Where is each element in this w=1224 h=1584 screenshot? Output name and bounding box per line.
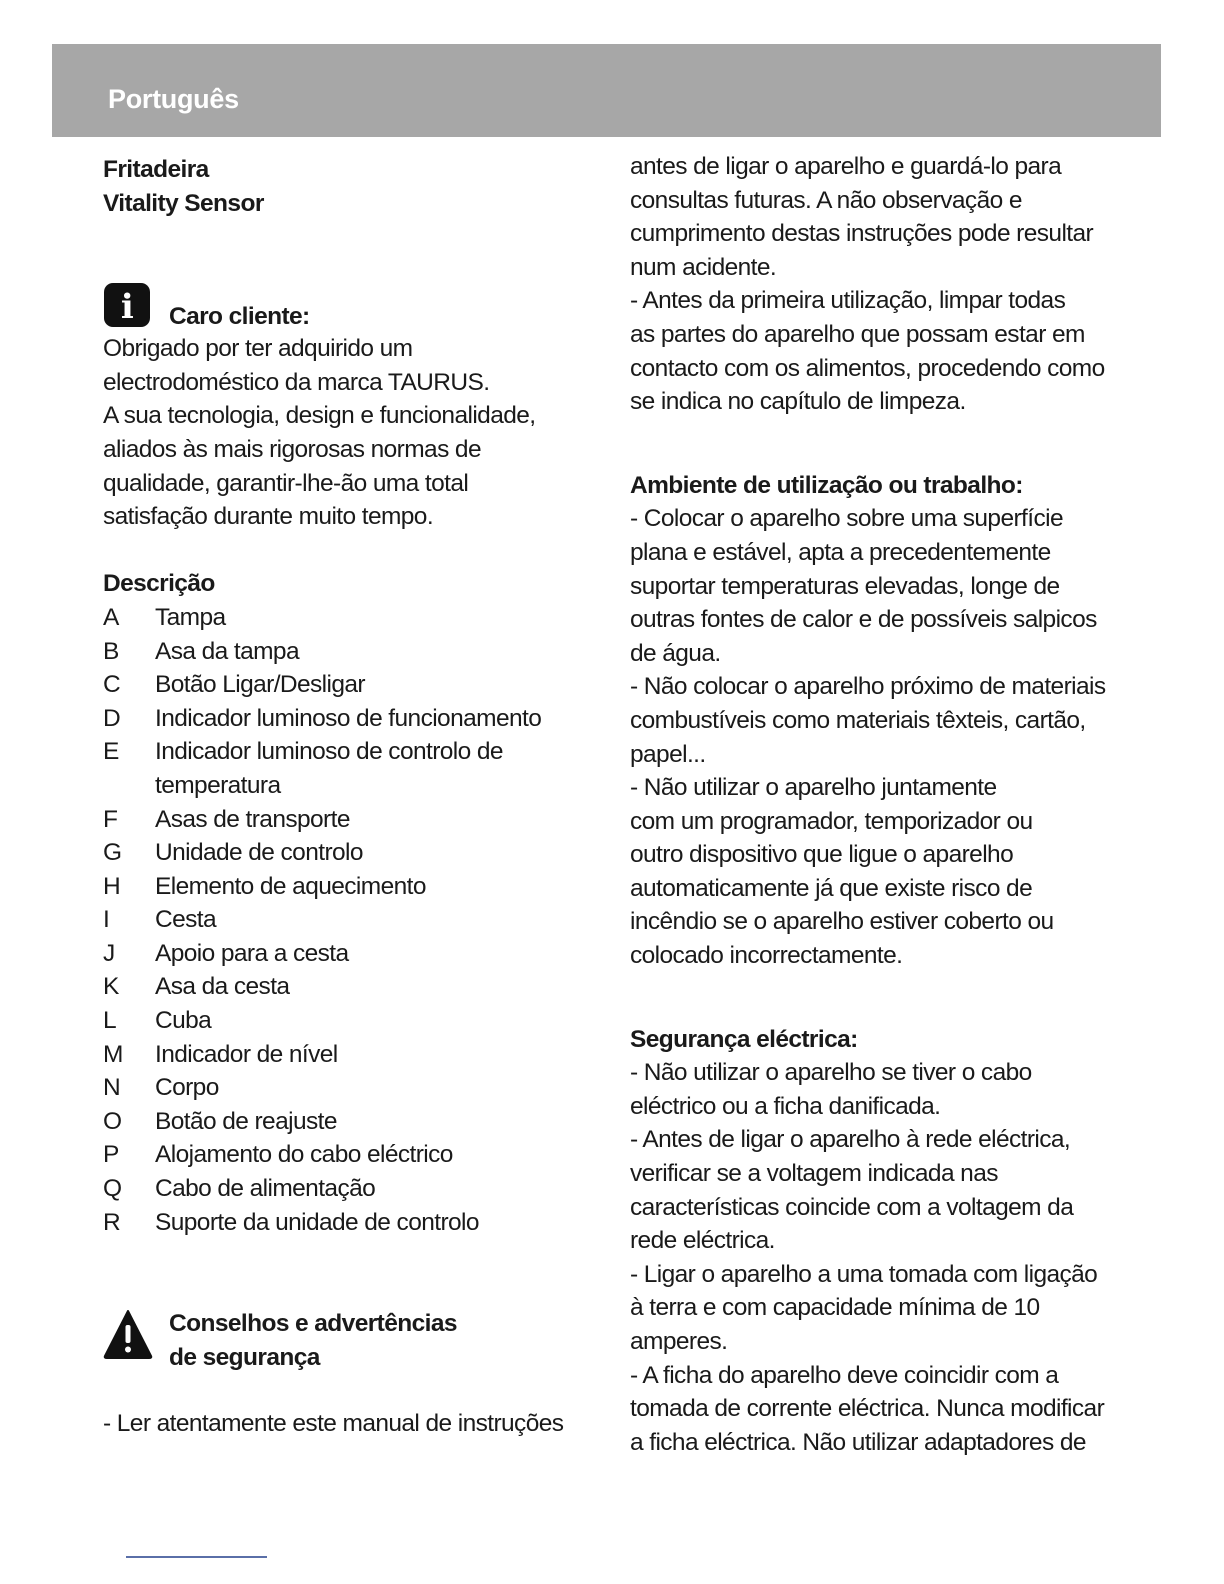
text-line: colocado incorrectamente. [630, 942, 903, 970]
intro-line: aliados às mais rigorosas normas de [103, 435, 481, 463]
item-label: Cuba [155, 1007, 212, 1035]
text-line: à terra e com capacidade mínima de 10 [630, 1294, 1040, 1322]
language-header [52, 44, 1161, 137]
text-line: - Não utilizar o aparelho juntamente [630, 774, 997, 802]
item-label: Cesta [155, 906, 217, 934]
spacer [103, 534, 583, 568]
intro-paragraph [103, 332, 583, 534]
safety-title-line: Conselhos e advertências [169, 1310, 457, 1338]
item-label: Apoio para a cesta [155, 939, 349, 967]
description-title: Descrição [103, 570, 215, 598]
item-letter: J [103, 939, 115, 967]
list-item [103, 702, 583, 736]
item-label: Indicador luminoso de controlo de [155, 738, 503, 766]
item-letter: C [103, 671, 121, 699]
text-line: - Não colocar o aparelho próximo de materiais [630, 673, 1106, 701]
environment-title: Ambiente de utilização ou trabalho: [630, 471, 1023, 499]
text-line: - Ligar o aparelho a uma tomada com ligação [630, 1260, 1098, 1288]
text-line: outras fontes de calor e de possíveis salpicos [630, 606, 1097, 634]
safety-title [169, 1307, 457, 1374]
list-item [103, 1206, 583, 1240]
safety-first-line: - Ler atentamente este manual de instruções [103, 1410, 564, 1438]
item-letter: M [103, 1040, 123, 1068]
greeting: Caro cliente: [169, 303, 310, 331]
intro-line: satisfação durante muito tempo. [103, 503, 434, 531]
list-item [103, 803, 583, 837]
text-line: incêndio se o aparelho estiver coberto ou [630, 908, 1054, 936]
intro-line: electrodoméstico da marca TAURUS. [103, 368, 490, 396]
item-label: Cabo de alimentação [155, 1175, 376, 1203]
text-line: combustíveis como materiais têxteis, cartão, [630, 706, 1086, 734]
spacer [630, 419, 1130, 469]
item-letter: G [103, 839, 122, 867]
item-letter: N [103, 1074, 121, 1102]
list-item [103, 870, 583, 904]
svg-text:i: i [120, 287, 134, 328]
electrical-title: Segurança eléctrica: [630, 1025, 858, 1053]
text-line: papel... [630, 740, 706, 768]
item-letter: F [103, 805, 118, 833]
description-list [103, 601, 583, 1239]
product-model: Vitality Sensor [103, 189, 264, 217]
text-line: as partes do aparelho que possam estar em [630, 320, 1085, 348]
item-label: Suporte da unidade de controlo [155, 1208, 479, 1236]
intro-line: A sua tecnologia, design e funcionalidade, [103, 402, 536, 430]
text-line: suportar temperaturas elevadas, longe de [630, 572, 1060, 600]
text-line: rede eléctrica. [630, 1227, 775, 1255]
warning-icon [103, 1309, 153, 1359]
text-line: de água. [630, 639, 721, 667]
text-line: amperes. [630, 1328, 728, 1355]
list-item [103, 970, 583, 1004]
item-label: temperatura [155, 771, 281, 799]
text-line: num acidente. [630, 253, 777, 281]
text-line: cumprimento destas instruções pode resultar [630, 220, 1094, 248]
list-item [103, 937, 583, 971]
safety-title-line: de segurança [169, 1343, 320, 1371]
item-label: Asas de transporte [155, 805, 350, 833]
list-item [103, 1004, 583, 1038]
text-line: características coincide com a voltagem da [630, 1193, 1074, 1221]
text-line: outro dispositivo que ligue o aparelho [630, 841, 1014, 869]
item-label: Alojamento do cabo eléctrico [155, 1141, 453, 1169]
spacer [103, 220, 583, 282]
text-line: - A ficha do aparelho deve coincidir com a [630, 1361, 1059, 1389]
item-label: Asa da cesta [155, 973, 290, 1001]
product-type: Fritadeira [103, 156, 209, 183]
spacer [103, 1374, 583, 1407]
text-line: verificar se a voltagem indicada nas [630, 1160, 998, 1188]
text-line: com um programador, temporizador ou [630, 807, 1033, 835]
safety-heading [103, 1307, 583, 1374]
list-item [103, 668, 583, 702]
intro-line: Obrigado por ter adquirido um [103, 335, 413, 363]
text-line: se indica no capítulo de limpeza. [630, 388, 966, 416]
list-item [103, 769, 583, 803]
list-item [103, 903, 583, 937]
list-item [103, 1172, 583, 1206]
item-letter: O [103, 1107, 122, 1135]
text-line: a ficha eléctrica. Não utilizar adaptadores de [630, 1428, 1086, 1456]
item-label: Botão de reajuste [155, 1107, 337, 1135]
text-line: - Antes de ligar o aparelho à rede eléctrica, [630, 1126, 1071, 1154]
item-label: Tampa [155, 603, 226, 631]
list-item [103, 601, 583, 635]
item-letter: Q [103, 1175, 122, 1203]
list-item [103, 836, 583, 870]
item-letter: H [103, 872, 121, 900]
item-letter: K [103, 973, 119, 1001]
text-line: antes de ligar o aparelho e guardá-lo para [630, 153, 1062, 180]
list-item [103, 1138, 583, 1172]
info-icon [103, 282, 151, 328]
text-line: plana e estável, apta a precedentemente [630, 538, 1051, 566]
item-label: Indicador luminoso de funcionamento [155, 704, 542, 732]
item-letter: B [103, 637, 119, 665]
greeting-row [103, 282, 583, 332]
list-item [103, 1071, 583, 1105]
item-letter: L [103, 1007, 117, 1035]
text-line: - Colocar o aparelho sobre uma superfície [630, 505, 1063, 533]
item-label: Corpo [155, 1074, 219, 1102]
text-line: consultas futuras. A não observação e [630, 186, 1022, 214]
item-letter: D [103, 704, 121, 732]
text-line: contacto com os alimentos, procedendo como [630, 354, 1105, 382]
footer-rule [126, 1556, 267, 1558]
item-label: Indicador de nível [155, 1040, 338, 1068]
item-label: Asa da tampa [155, 637, 299, 665]
text-line: - Antes da primeira utilização, limpar todas [630, 287, 1066, 315]
spacer [103, 1239, 583, 1307]
list-item [103, 735, 583, 769]
intro-line: qualidade, garantir-lhe-ão uma total [103, 469, 469, 497]
left-column [103, 153, 583, 1441]
list-item [103, 1105, 583, 1139]
list-item [103, 1038, 583, 1072]
language-title: Português [108, 84, 239, 114]
text-line: tomada de corrente eléctrica. Nunca modificar [630, 1395, 1105, 1423]
item-label: Elemento de aquecimento [155, 872, 426, 900]
item-letter [103, 769, 155, 803]
text-line: - Não utilizar o aparelho se tiver o cabo [630, 1059, 1032, 1087]
item-label: Unidade de controlo [155, 839, 363, 867]
item-letter: I [103, 906, 110, 934]
spacer [630, 973, 1130, 1023]
list-item [103, 635, 583, 669]
text-line: automaticamente já que existe risco de [630, 874, 1033, 902]
item-label: Botão Ligar/Desligar [155, 671, 365, 699]
item-letter: R [103, 1208, 121, 1236]
item-letter: A [103, 603, 119, 631]
right-column [630, 150, 1130, 1459]
item-letter: E [103, 738, 119, 766]
text-line: eléctrico ou a ficha danificada. [630, 1092, 941, 1120]
item-letter: P [103, 1141, 119, 1169]
